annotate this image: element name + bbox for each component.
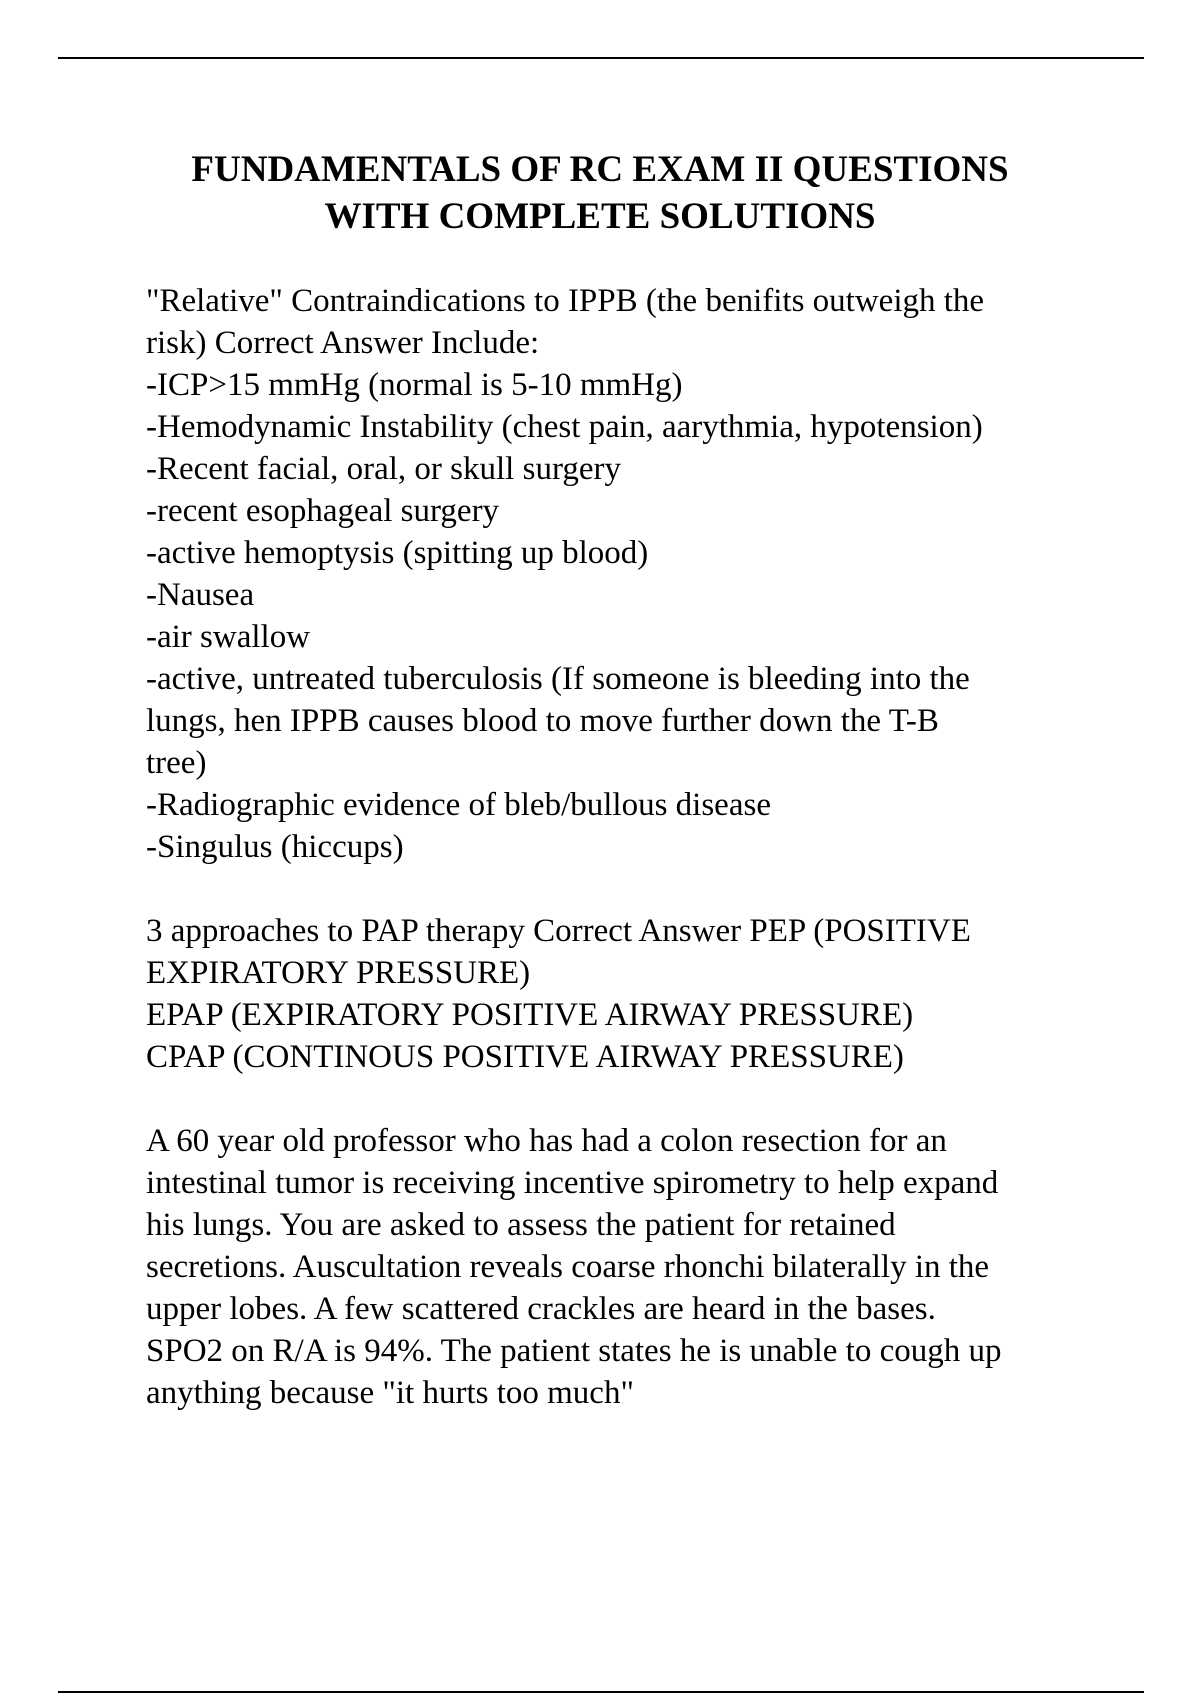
text-line: SPO2 on R/A is 94%. The patient states he is unable to cough up: [146, 1333, 1002, 1369]
text-line: -air swallow: [146, 619, 311, 655]
qa-item-pap-approaches: [146, 910, 1146, 1078]
text-line: lungs, hen IPPB causes blood to move further down the T-B: [146, 703, 939, 739]
text-line: secretions. Auscultation reveals coarse rhonchi bilaterally in the: [146, 1249, 990, 1285]
text-line: -ICP>15 mmHg (normal is 5-10 mmHg): [146, 367, 683, 403]
text-line: upper lobes. A few scattered crackles are heard in the bases.: [146, 1291, 936, 1327]
text-line: his lungs. You are asked to assess the patient for retained: [146, 1207, 896, 1243]
title-line: WITH COMPLETE SOLUTIONS: [324, 196, 876, 237]
text-line: -Recent facial, oral, or skull surgery: [146, 451, 621, 487]
text-line: EXPIRATORY PRESSURE): [146, 955, 531, 991]
qa-item-ippb-contraindications: [146, 280, 1146, 868]
text-line: intestinal tumor is receiving incentive spirometry to help expand: [146, 1165, 999, 1201]
text-line: -recent esophageal surgery: [146, 493, 500, 529]
text-line: A 60 year old professor who has had a colon resection for an: [146, 1123, 947, 1159]
text-line: -Singulus (hiccups): [146, 829, 404, 865]
text-line: -Radiographic evidence of bleb/bullous disease: [146, 787, 771, 823]
text-line: -active, untreated tuberculosis (If someone is bleeding into the: [146, 661, 970, 697]
text-line: -Hemodynamic Instability (chest pain, aarythmia, hypotension): [146, 409, 983, 445]
text-line: -active hemoptysis (spitting up blood): [146, 535, 649, 571]
text-line: tree): [146, 745, 207, 781]
bottom-rule: [58, 1691, 1144, 1693]
text-line: anything because "it hurts too much": [146, 1375, 634, 1411]
text-line: risk) Correct Answer Include:: [146, 325, 540, 361]
text-line: EPAP (EXPIRATORY POSITIVE AIRWAY PRESSURE): [146, 997, 914, 1033]
title-line: FUNDAMENTALS OF RC EXAM II QUESTIONS: [191, 149, 1009, 190]
text-line: 3 approaches to PAP therapy Correct Answer PEP (POSITIVE: [146, 913, 971, 949]
document-body: [146, 280, 1146, 1456]
text-line: CPAP (CONTINOUS POSITIVE AIRWAY PRESSURE): [146, 1039, 904, 1075]
qa-item-professor-case: [146, 1120, 1146, 1414]
document-title: [100, 146, 1100, 240]
text-line: "Relative" Contraindications to IPPB (the benifits outweigh the: [146, 283, 985, 319]
top-rule: [58, 57, 1144, 59]
text-line: -Nausea: [146, 577, 255, 613]
